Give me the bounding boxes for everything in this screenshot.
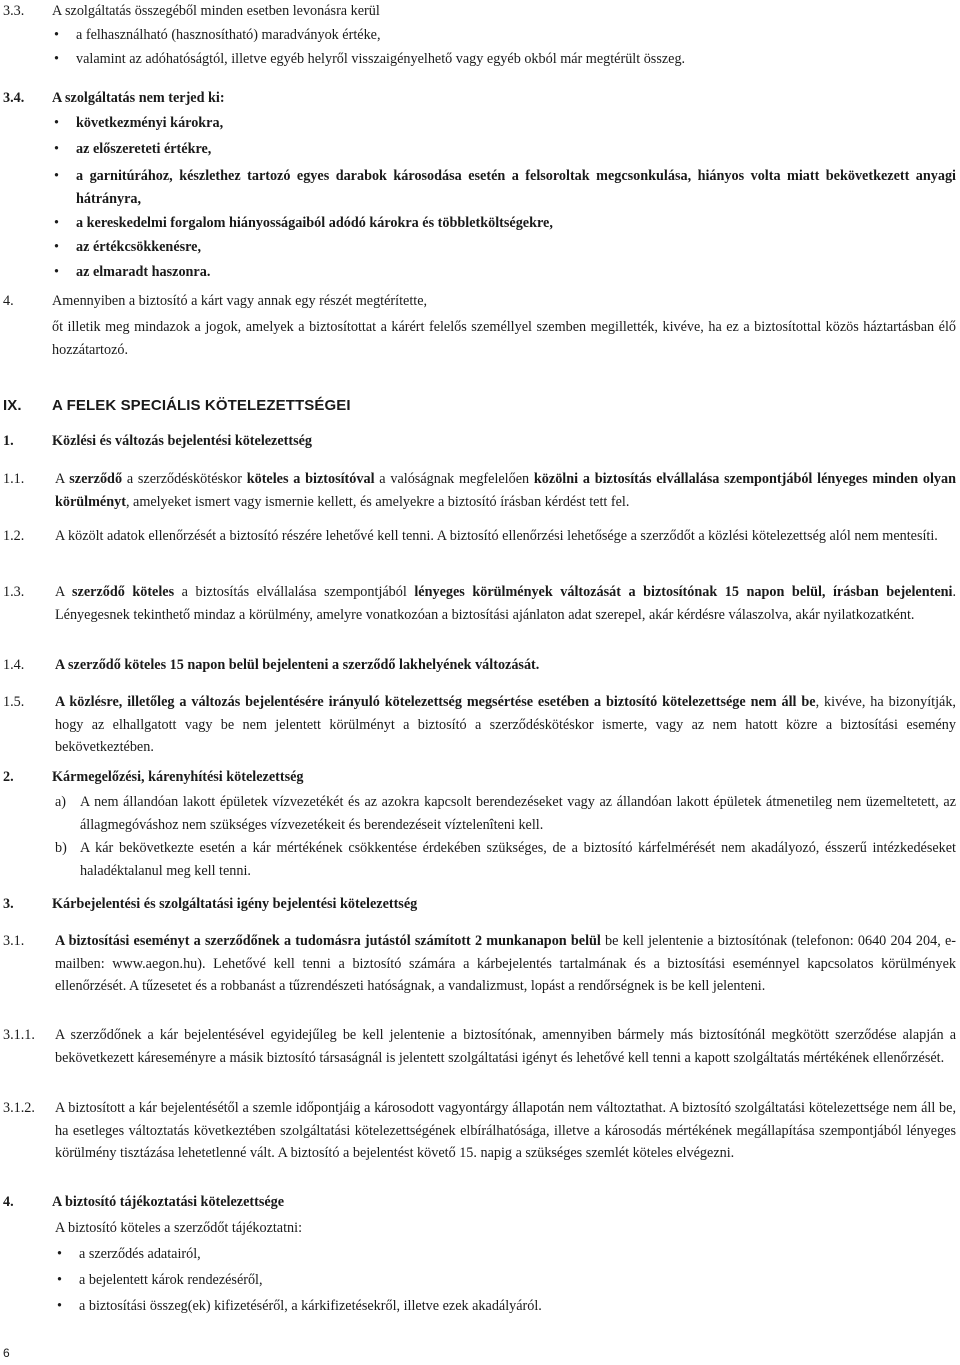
bullet-icon: • (54, 141, 59, 157)
subsection-title: Kárbejelentési és szolgáltatási igény bejelentési kötelezettség (52, 896, 418, 912)
paragraph-text: A szolgáltatás összegéből minden esetben levonásra kerül (52, 3, 380, 19)
paragraph-number: 3.1. (3, 933, 25, 949)
paragraph-text: A szolgáltatás nem terjed ki: (52, 90, 225, 106)
paragraph-text: Amennyiben a biztosító a kárt vagy annak egy részét megtérítette, (52, 293, 428, 309)
paragraph-number: 1.5. (3, 694, 25, 710)
subsection-title: Közlési és változás bejelentési kötelezettség (52, 433, 313, 449)
paragraph-text: A közlésre, illetőleg a változás bejelentésére irányuló kötelezettség megsértése esetében a biztosító kötelezettsége nem áll be, kivéve, ha bizonyítják, hogy az elhallgatott vagy be nem jelentett körülményt a biztosító a szerződéskötéskor ismerte, vagy az nem hatott közre a biztosítási esemény bekövetkeztében. (55, 694, 956, 755)
bullet-icon: • (57, 1246, 62, 1262)
subsection-title: Kármegelőzési, kárenyhítési kötelezettség (52, 769, 304, 785)
bullet-icon: • (57, 1272, 62, 1288)
bullet-icon: • (54, 115, 59, 131)
subsection-number: 3. (3, 896, 14, 912)
list-item-text: az előszereteti értékre, (76, 141, 212, 157)
subsection-number: 4. (3, 1194, 14, 1210)
bullet-icon: • (54, 239, 59, 255)
bullet-icon: • (54, 27, 59, 43)
list-item-text: a szerződés adatairól, (79, 1246, 201, 1262)
paragraph-text: A biztosított a kár bejelentésétől a szemle időpontjáig a károsodott vagyontárgy állapotán nem változtathat. A biztosító szolgáltatási kötelezettsége nem áll be, ha esetleges változtatás következtében szolgáltatási kötelezettségének elbírálhatósága, illetve a károsodás mértékének megállapítása szempontjából lényeges körülmény tisztázása lehetetlenné vált. A biztosító a bejelentést követő 15. napig a szükséges szemlét köteles elvégezni. (55, 1100, 956, 1161)
bullet-icon: • (54, 215, 59, 231)
list-label: b) (55, 840, 67, 856)
list-label: a) (55, 794, 67, 810)
list-item-text: a biztosítási összeg(ek) kifizetéséről, a kárkifizetésekről, illetve ezek akadályáról. (79, 1298, 542, 1314)
list-item-text: a bejelentett károk rendezéséről, (79, 1272, 263, 1288)
section-number: IX. (3, 397, 22, 414)
bullet-icon: • (54, 264, 59, 280)
list-item-text: a felhasználható (hasznosítható) maradványok értéke, (76, 27, 381, 43)
paragraph-number: 4. (3, 293, 14, 309)
bullet-icon: • (57, 1298, 62, 1314)
paragraph-text: A szerződő a szerződéskötéskor köteles a biztosítóval a valóságnak megfelelően közölni a biztosítás elvállalása szempontjából lényeges minden olyan körülményt, amelyeket ismert vagy ismernie kellett, és amelyekre a biztosító írásban kérdést tett fel. (55, 471, 957, 510)
paragraph-text: A szerződőnek a kár bejelentésével egyidejűleg be kell jelentenie a biztosítónak, amennyiben bármely más biztosítónál megkötött szerződése alapján a bekövetkezett káreseményre a másik biztosító társaságnál is jelentett szolgáltatási igényt és lehetővé kell tenni a kapott szolgáltatás mértékének ellenőrzését. (55, 1027, 956, 1066)
page-number: 6 (3, 1346, 10, 1360)
subsection-number: 2. (3, 769, 14, 785)
paragraph-text: A szerződő köteles 15 napon belül bejelenteni a szerződő lakhelyének változását. (55, 657, 540, 673)
bullet-icon: • (54, 51, 59, 67)
list-item-text: következményi károkra, (76, 115, 224, 131)
paragraph-number: 3.1.1. (3, 1027, 35, 1043)
paragraph-text: őt illetik meg mindazok a jogok, amelyek a biztosítottat a kárért felelős személlyel szemben megillették, kivéve, ha ez a biztosítottal közös háztartásban élő hozzátartozó. (52, 319, 956, 358)
section-title: A FELEK SPECIÁLIS KÖTELEZETTSÉGEI (52, 397, 351, 414)
subsection-title: A biztosító tájékoztatási kötelezettsége (52, 1194, 285, 1210)
paragraph-text: A biztosító köteles a szerződőt tájékoztatni: (55, 1220, 303, 1236)
list-item-text: az elmaradt haszonra. (76, 264, 211, 280)
paragraph-number: 3.4. (3, 90, 25, 106)
paragraph-text: A szerződő köteles a biztosítás elvállalása szempontjából lényeges körülmények változását a biztosítónak 15 napon belül, írásban bejelenteni. Lényegesnek tekinthető mindaz a körülmény, amelyre vonatkozóan a biztosítási ajánlaton adat szerepel, akár kérdésre válaszolva, akár nyilatkozatként. (55, 584, 957, 623)
bullet-icon: • (54, 168, 59, 184)
subsection-number: 1. (3, 433, 14, 449)
paragraph-text: A közölt adatok ellenőrzését a biztosító részére lehetővé kell tenni. A biztosító ellenőrzési lehetősége a szerződőt a közlési kötelezettség alól nem mentesíti. (55, 528, 938, 544)
paragraph-number: 1.2. (3, 528, 25, 544)
list-item-text: a garnitúrához, készlethez tartozó egyes darabok károsodása esetén a felsoroltak megcsonkulása, hiányos volta miatt bekövetkezett anyagi hátrányra, (76, 168, 956, 207)
paragraph-number: 3.3. (3, 3, 25, 19)
list-item-text: a kereskedelmi forgalom hiányosságaiból adódó károkra és többletköltségekre, (76, 215, 553, 231)
paragraph-number: 1.1. (3, 471, 25, 487)
list-item-text: valamint az adóhatóságtól, illetve egyéb helyről visszaigényelhető vagy egyéb okból már megtérült összeg. (76, 51, 686, 67)
paragraph-number: 1.3. (3, 584, 25, 600)
list-item-text: A nem állandóan lakott épületek vízvezetékét és az azokra kapcsolt berendezéseket vagy az állandóan lakott épületek átmenetileg nem üzemeltetett, az állagmegóváshoz nem szükséges vízvezetékeit és berendezéseit víztelenîteni kell. (80, 794, 956, 833)
paragraph-number: 3.1.2. (3, 1100, 35, 1116)
list-item-text: A kár bekövetkezte esetén a kár mértékének csökkentése érdekében szükséges, de a biztosító kárfelmérését nem akadályozó, ésszerű intézkedéseket haladéktalanul meg kell tenni. (80, 840, 956, 879)
paragraph-number: 1.4. (3, 657, 25, 673)
paragraph-text: A biztosítási eseményt a szerződőnek a tudomásra jutástól számított 2 munkanapon belül be kell jelentenie a biztosítónak (telefonon: 0640 204 204, e-mailben: www.aegon.hu). Lehetővé kell tenni a biztosító számára a kárbejelentés tartalmának és a biztosítási eseménnyel kapcsolatos körülmények ellenőrzését. A tűzesetet és a robbanást a tűzrendészeti hatóságnak, a vandalizmust, lopást a rendőrségnek is be kell jelenteni. (55, 933, 956, 994)
list-item-text: az értékcsökkenésre, (76, 239, 202, 255)
